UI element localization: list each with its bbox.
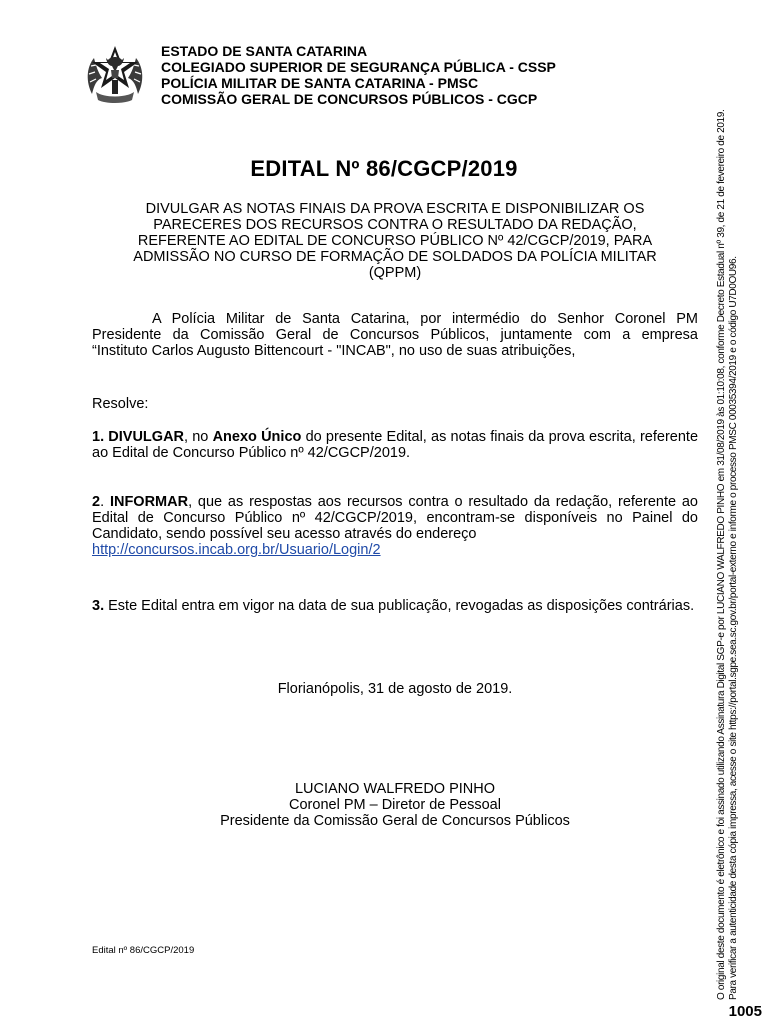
- signer-role: Coronel PM – Diretor de Pessoal: [289, 797, 501, 813]
- item-3-paragraph: [92, 598, 698, 614]
- footer-reference: Edital nº 86/CGCP/2019: [92, 945, 195, 956]
- item-1-text: , no: [184, 429, 213, 445]
- resolve-label: Resolve:: [92, 396, 149, 412]
- item-2-verb: INFORMAR: [109, 494, 189, 510]
- item-2-paragraph: [92, 494, 698, 558]
- candidate-panel-link[interactable]: http://concursos.incab.org.br/Usuario/Login/2: [92, 542, 381, 558]
- item-1-paragraph: [92, 429, 698, 461]
- coat-of-arms-emblem: [84, 42, 146, 104]
- notice-line: O original deste documento é eletrônico e foi assinado utilizando Assinatura Digital SGP-e por LUCIANO WALFREDO PINHO em 31/08/2019 às 01:10:08, conforme Decreto Estadual nº 39, de 21 de fevereiro de 2019.: [716, 109, 727, 1000]
- header-line: POLÍCIA MILITAR DE SANTA CATARINA - PMSC: [161, 75, 479, 91]
- item-2-number: 2: [92, 494, 101, 510]
- signer-position: Presidente da Comissão Geral de Concursos Públicos: [220, 813, 570, 829]
- header-line: COMISSÃO GERAL DE CONCURSOS PÚBLICOS - CGCP: [161, 91, 538, 107]
- item-3-number: 3.: [92, 598, 105, 614]
- item-3-text: Este Edital entra em vigor na data de sua publicação, revogadas as disposições contrárias.: [104, 598, 695, 614]
- header-line: COLEGIADO SUPERIOR DE SEGURANÇA PÚBLICA - CSSP: [161, 59, 556, 75]
- date-line: Florianópolis, 31 de agosto de 2019.: [277, 681, 513, 697]
- item-1-number: 1. DIVULGAR: [92, 429, 185, 445]
- intro-line: A Polícia Militar de Santa Catarina, por intermédio do Senhor Coronel PM: [152, 311, 698, 327]
- header-line: ESTADO DE SANTA CATARINA: [161, 43, 368, 59]
- signer-name: LUCIANO WALFREDO PINHO: [294, 781, 496, 797]
- item-1-bold: Anexo Único: [212, 429, 302, 445]
- digital-signature-notice: [716, 60, 762, 1000]
- header-institution-block: [161, 43, 556, 107]
- page-number: 1005: [728, 1003, 762, 1020]
- document-title: EDITAL Nº 86/CGCP/2019: [250, 156, 518, 181]
- notice-line: Para verificar a autenticidade desta cópia impressa, acesse o site https://portal.sgpe.sea.sc.gov.br/portal-externo e informe o processo PMSC 00035394/2019 e o código U7D0OU96.: [727, 256, 739, 1000]
- intro-line: “Instituto Carlos Augusto Bittencourt - "INCAB", no uso de suas atribuições,: [92, 343, 576, 359]
- item-2-text: , que as respostas aos recursos contra o resultado da redação, referente ao Edital de Concurso Público nº 42/CGCP/2019, encontram-se disponíveis no Painel do Candidato, sendo possível seu acesso através do endereço: [92, 494, 698, 542]
- signature-block: [0, 781, 768, 829]
- intro-paragraph: [92, 311, 698, 359]
- item-2-dot: .: [100, 494, 110, 510]
- document-subtitle: DIVULGAR AS NOTAS FINAIS DA PROVA ESCRITA E DISPONIBILIZAR OS PARECERES DOS RECURSOS CONTRA O RESULTADO DA REDAÇÃO, REFERENTE AO EDITAL DE CONCURSO PÚBLICO Nº 42/CGCP/2019, PARA ADMISSÃO NO CURSO DE FORMAÇÃO DE SOLDADOS DA POLÍCIA MILITAR (QPPM): [133, 201, 657, 281]
- item-1-text: do presente Edital, as notas finais da prova escrita, referente ao Edital de Concurso Público nº 42/CGCP/2019.: [92, 429, 699, 461]
- intro-line: Presidente da Comissão Geral de Concursos Públicos, juntamente com a empresa: [92, 327, 698, 343]
